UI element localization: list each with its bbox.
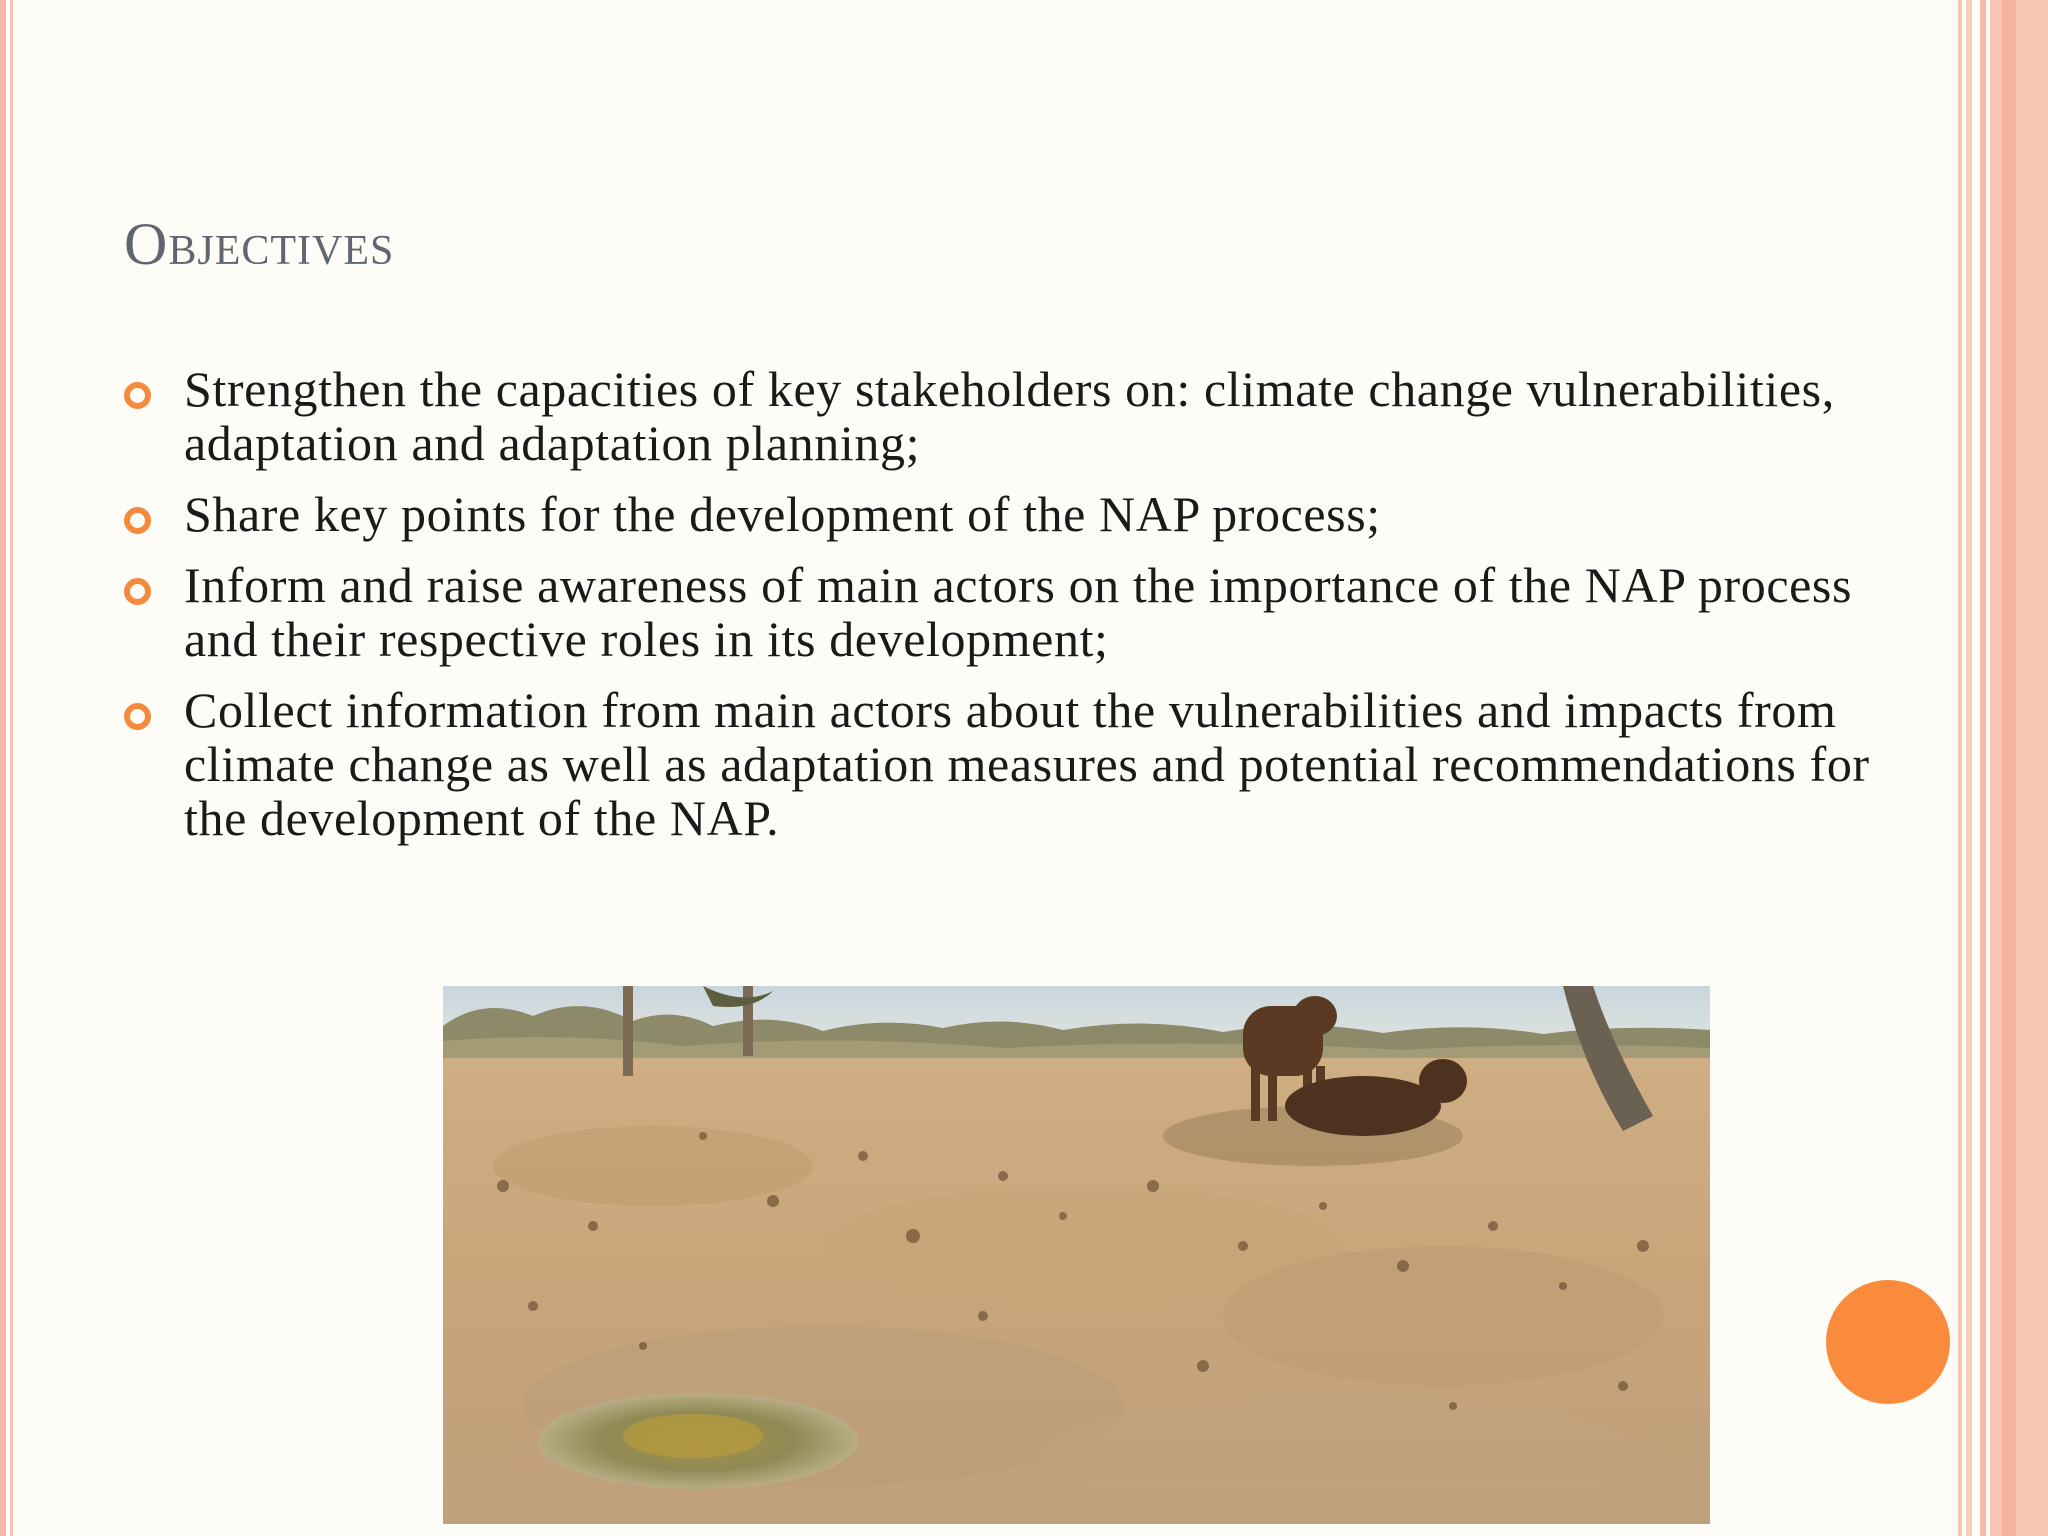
right-border-stripe-5 [2002, 0, 2016, 1536]
bullet-circle-icon [124, 382, 151, 409]
left-border-stripe [0, 0, 6, 1536]
bullet-circle-icon [124, 703, 151, 730]
right-border-stripe-1 [1958, 0, 1962, 1536]
bullet-text: Collect information from main actors about the vulnerabilities and impacts from climate change as well as adaptation measures and potential recommendations for the development of the NAP. [184, 682, 1870, 846]
slide-title: Objectives [124, 211, 395, 277]
bullet-circle-icon [124, 578, 151, 605]
bullet-text: Strengthen the capacities of key stakeholders on: climate change vulnerabilities, adaptation and adaptation planning; [184, 361, 1835, 471]
list-item [124, 487, 1904, 541]
right-border-stripe-2 [1966, 0, 1972, 1536]
bullet-text: Share key points for the development of the NAP process; [184, 486, 1381, 542]
list-item [124, 362, 1904, 470]
right-border-stripe-3 [1980, 0, 1986, 1536]
objectives-list [124, 362, 1904, 862]
drought-cattle-photo [443, 986, 1710, 1524]
decorative-orange-circle-icon [1826, 1280, 1950, 1404]
bullet-circle-icon [124, 507, 151, 534]
list-item [124, 558, 1904, 666]
left-border-stripe-inner [10, 0, 13, 1536]
right-border-band [1990, 0, 2048, 1536]
list-item [124, 683, 1904, 845]
bullet-text: Inform and raise awareness of main actors on the importance of the NAP process and their respective roles in its development; [184, 557, 1853, 667]
